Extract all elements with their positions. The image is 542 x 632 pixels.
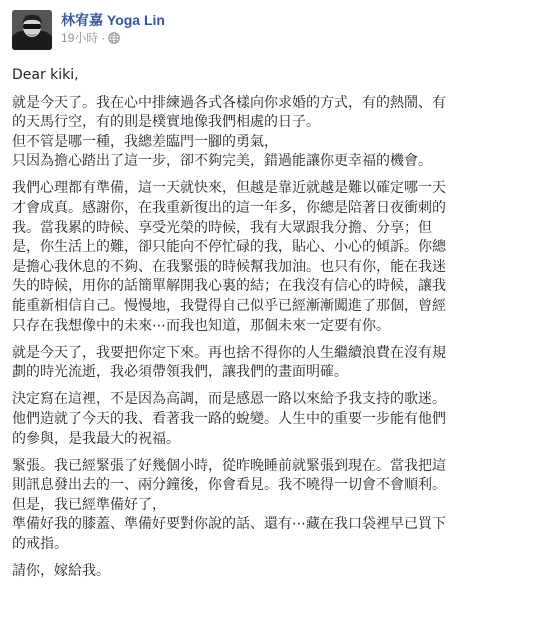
post-paragraphs xyxy=(12,94,530,582)
paragraph-line: 就是今天了，我要把你定下來。再也捨不得你的人生繼續浪費在沒有規 xyxy=(12,344,446,361)
post-paragraph xyxy=(12,179,530,336)
post-paragraph xyxy=(12,390,530,449)
post-paragraph xyxy=(12,94,530,172)
paragraph-line: 我們心理都有準備，這一天就快來，但越是靠近就越是難以確定哪一天 xyxy=(12,180,446,197)
paragraph-line: 就是今天了。我在心中排練過各式各樣向你求婚的方式，有的熱鬧、有 xyxy=(12,94,446,111)
paragraph-line: 才會成真。感謝你，在我重新復出的這一年多，你總是陪著日夜衝刺的 xyxy=(12,200,446,217)
paragraph-line: 只因為擔心踏出了這一步，卻不夠完美，錯過能讓你更幸福的機會。 xyxy=(12,153,432,170)
paragraph-line: 失的時候，用你的話簡單解開我心裏的結；在我沒有信心的時候，讓我 xyxy=(12,278,446,295)
author-name[interactable]: 林宥嘉 Yoga Lin xyxy=(61,12,165,28)
paragraph-line: 的天馬行空，有的則是樸實地像我們相處的日子。 xyxy=(12,114,320,131)
paragraph-line: 請你，嫁給我。 xyxy=(12,563,110,580)
author-avatar[interactable] xyxy=(12,10,52,50)
paragraph-line: 則訊息發出去的一、兩分鐘後，你會看見。我不曉得一切會不會順利。 xyxy=(12,477,446,494)
post-paragraph xyxy=(12,457,530,555)
paragraph-line: 是擔心我休息的不夠、在我緊張的時候幫我加油。也只有你，能在我迷 xyxy=(12,258,446,275)
paragraph-line: 緊張。我已經緊張了好幾個小時，從昨晚睡前就緊張到現在。當我把這 xyxy=(12,457,446,474)
paragraph-line: 但是，我已經準備好了， xyxy=(12,496,166,513)
meta-separator: · xyxy=(101,31,106,45)
paragraph-line: 他們造就了今天的我、看著我一路的蛻變。人生中的重要一步能有他們 xyxy=(12,411,446,427)
paragraph-line: 的戒指。 xyxy=(12,536,68,553)
post-body xyxy=(12,66,530,582)
paragraph-line: 準備好我的膝蓋、準備好要對你說的話、還有⋯藏在我口袋裡早已買下 xyxy=(12,516,446,533)
post-meta xyxy=(61,10,165,46)
avatar-image xyxy=(12,10,52,50)
paragraph-line: 的參與，是我最大的祝福。 xyxy=(12,430,180,447)
post-timestamp[interactable]: 19小時 xyxy=(61,31,99,45)
paragraph-line: 劃的時光流逝，我必須帶領我們，讓我們的畫面明確。 xyxy=(12,364,348,381)
post-subline xyxy=(61,30,165,46)
paragraph-line: 我。當我累的時候、享受光榮的時候，我有大眾跟我分擔、分享；但 xyxy=(12,219,432,236)
paragraph-line: 是，你生活上的難，卻只能向不停忙碌的我，貼心、小心的傾訴。你總 xyxy=(12,239,446,256)
paragraph-line: 決定寫在這裡，不是因為高調，而是感恩一路以來給予我支持的歌迷。 xyxy=(12,391,446,408)
post-paragraph xyxy=(12,344,530,383)
post-greeting: Dear kiki, xyxy=(12,67,79,83)
paragraph-line: 只存在我想像中的未來⋯而我也知道，那個未來一定要有你。 xyxy=(12,317,390,334)
globe-icon[interactable] xyxy=(108,32,120,44)
post-paragraph xyxy=(12,562,530,582)
paragraph-line: 但不管是哪一種，我總差臨門一腳的勇氣， xyxy=(12,133,278,150)
post-header xyxy=(12,10,530,58)
paragraph-line: 能重新相信自己。慢慢地，我覺得自己似乎已經漸漸闖進了那個，曾經 xyxy=(12,298,446,315)
